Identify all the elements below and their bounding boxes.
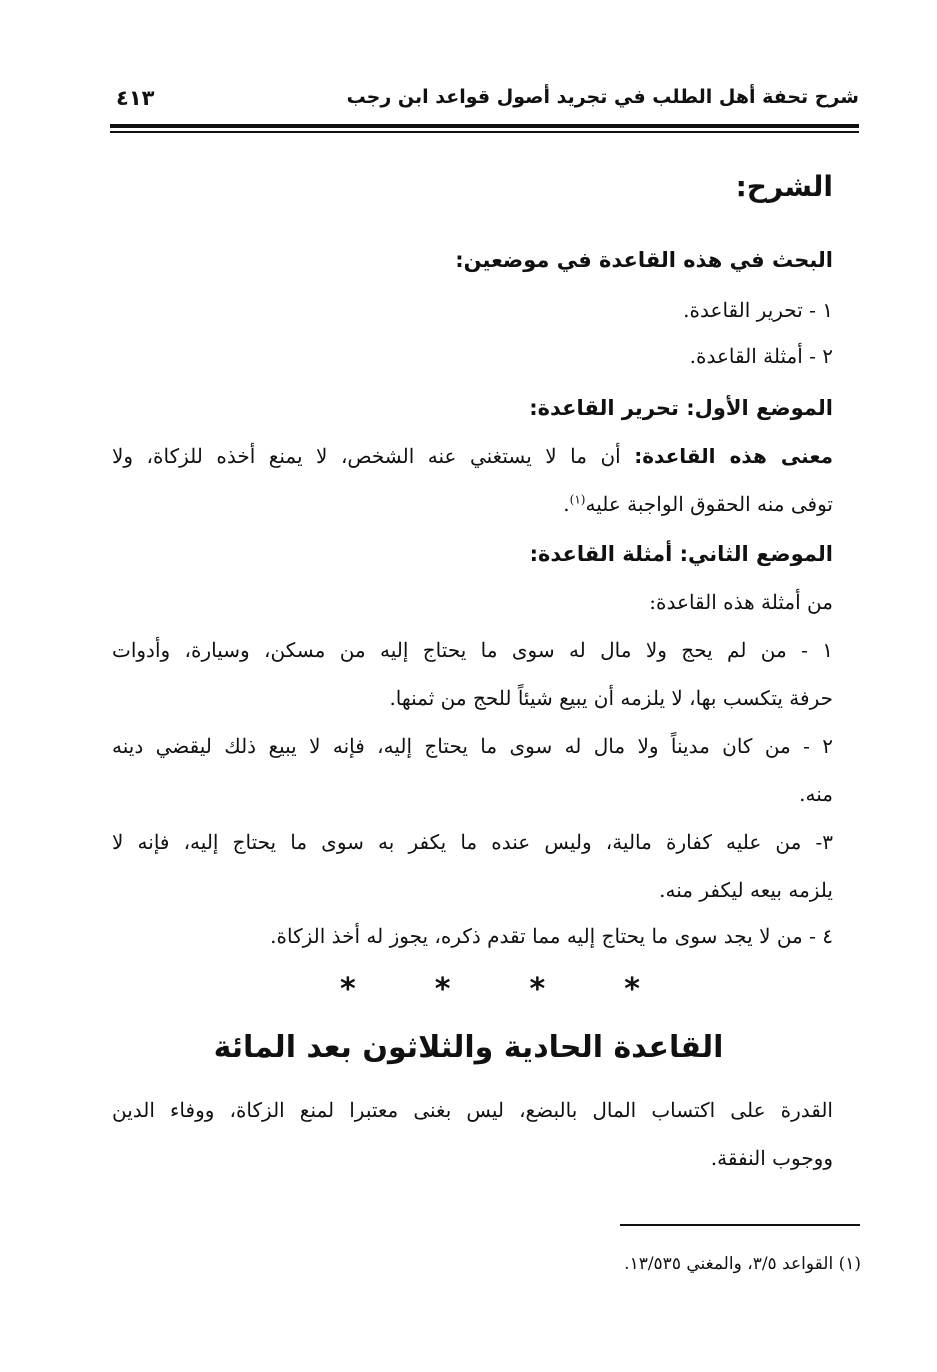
footnote-reference[interactable]: (١) (569, 492, 586, 507)
section1-lead: معنى هذه القاعدة: (634, 444, 834, 468)
asterisk-icon: * (340, 972, 356, 1007)
example-line: ٢ - من كان مديناً ولا مال له سوى ما يحتاج إليه، فإنه لا يبيع ذلك ليقضي دينه (112, 734, 833, 758)
topic-item: ١ - تحرير القاعدة. (683, 298, 833, 322)
running-header-title: شرح تحفة أهل الطلب في تجريد أصول قواعد ابن رجب (346, 86, 859, 108)
asterisk-icon: * (529, 972, 546, 1007)
example-line: ٣- من عليه كفارة مالية، وليس عنده ما يكفر به سوى ما يحتاج إليه، فإنه لا (112, 830, 833, 854)
rule-statement-line: ووجوب النفقة. (710, 1146, 833, 1170)
example-line: ١ - من لم يحج ولا مال له سوى ما يحتاج إليه من مسكن، وسيارة، وأدوات (112, 638, 833, 662)
section1-line1-text: أن ما لا يستغني عنه الشخص، لا يمنع أخذه للزكاة، ولا (112, 444, 621, 468)
section1-line2-end: . (563, 492, 570, 516)
running-header (110, 82, 859, 122)
section2-intro: من أمثلة هذه القاعدة: (649, 590, 833, 614)
section1-paragraph-line (563, 492, 833, 516)
header-rule-thin (110, 131, 859, 133)
section1-line2-text: توفى منه الحقوق الواجبة عليه (585, 492, 833, 516)
topic-item: ٢ - أمثلة القاعدة. (689, 344, 833, 368)
footnote-divider (620, 1224, 860, 1226)
sharh-heading: الشرح: (735, 170, 833, 203)
asterisk-icon: * (624, 972, 640, 1007)
section1-paragraph-line (112, 444, 833, 468)
page-number: ٤١٣ (116, 86, 155, 110)
header-rule (110, 124, 859, 128)
intro-heading: البحث في هذه القاعدة في موضعين: (455, 248, 833, 272)
example-line: ٤ - من لا يجد سوى ما يحتاج إليه مما تقدم ذكره، يجوز له أخذ الزكاة. (270, 924, 833, 948)
example-line: منه. (799, 782, 833, 806)
footnote: (١) القواعد ٣/٥، والمغني ١٣/٥٣٥. (624, 1254, 861, 1274)
example-line: يلزمه بيعه ليكفر منه. (659, 878, 833, 902)
rule-title: القاعدة الحادية والثلاثون بعد المائة (213, 1030, 724, 1065)
rule-statement-line: القدرة على اكتساب المال بالبضع، ليس بغنى معتبرا لمنع الزكاة، ووفاء الدين (112, 1098, 833, 1122)
section2-heading: الموضع الثاني: أمثلة القاعدة: (529, 542, 833, 566)
example-line: حرفة يتكسب بها، لا يلزمه أن يبيع شيئاً للحج من ثمنها. (389, 686, 833, 710)
asterisk-icon: * (434, 972, 451, 1007)
section-separator (340, 972, 640, 1007)
section1-heading: الموضع الأول: تحرير القاعدة: (529, 396, 833, 420)
